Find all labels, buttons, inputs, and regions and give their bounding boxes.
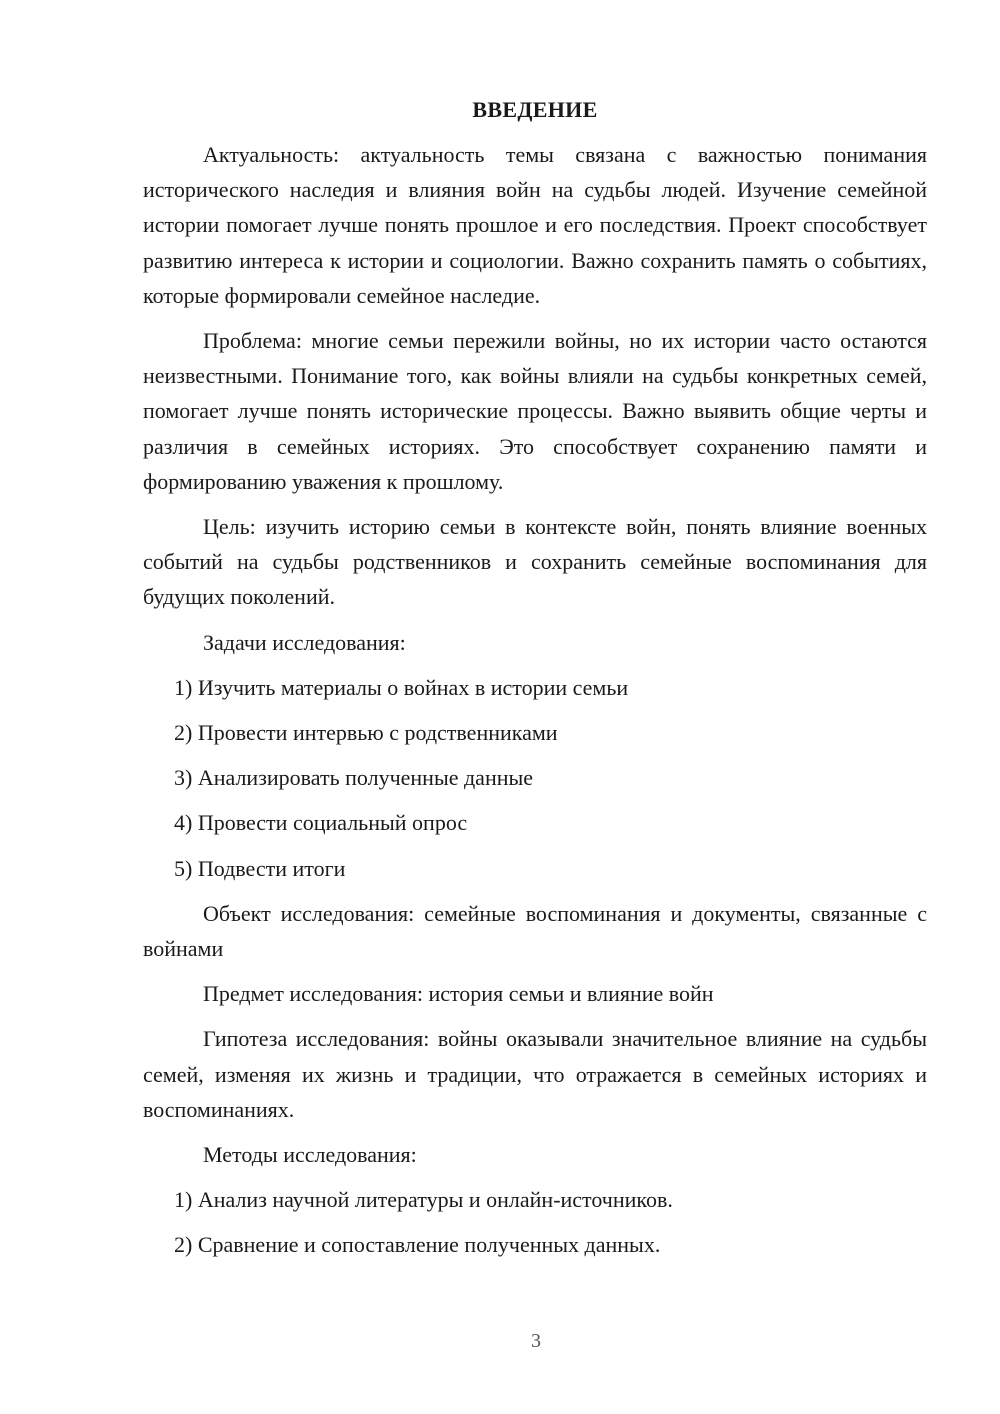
- task-item: 2) Провести интервью с родственниками: [174, 720, 558, 746]
- methods-heading: Методы исследования:: [203, 1142, 417, 1168]
- tasks-heading: Задачи исследования:: [203, 629, 406, 655]
- hypothesis-paragraph: Гипотеза исследования: войны оказывали значительное влияние на судьбы семей, изменяя их жизнь и традиции, что отражается в семейных историях и воспоминаниях.: [143, 1026, 927, 1122]
- task-item: 3) Анализировать полученные данные: [174, 765, 534, 791]
- methods-list: [143, 1182, 927, 1262]
- problem-paragraph: Проблема: многие семьи пережили войны, но их истории часто остаются неизвестными. Понимание того, как войны влияли на судьбы конкретных семей, помогает лучше понять исторические процессы. Важно выявить общие черты и различия в семейных историях. Это способствует сохранению памяти и формированию уважения к прошлому.: [143, 328, 927, 494]
- method-item: 1) Анализ научной литературы и онлайн-источников.: [174, 1187, 673, 1213]
- task-item: 5) Подвести итоги: [174, 855, 346, 881]
- goal-paragraph: Цель: изучить историю семьи в контексте войн, понять влияние военных событий на судьбы родственников и сохранить семейные воспоминания для будущих поколений.: [143, 514, 927, 610]
- object-paragraph: Объект исследования: семейные воспоминания и документы, связанные с войнами: [143, 900, 927, 962]
- subject-paragraph: Предмет исследования: история семьи и влияние войн: [203, 981, 714, 1007]
- task-item: 4) Провести социальный опрос: [174, 810, 468, 836]
- section-title: ВВЕДЕНИЕ: [472, 97, 598, 122]
- relevance-paragraph: Актуальность: актуальность темы связана с важностью понимания исторического наследия и влияния войн на судьбы людей. Изучение семейной истории помогает лучше понять прошлое и его последствия. Проект способствует развитию интереса к истории и социологии. Важно сохранить память о событиях, которые формировали семейное наследие.: [143, 142, 927, 308]
- page-body: [143, 95, 927, 1273]
- page-number: 3: [531, 1330, 541, 1352]
- tasks-list: [143, 670, 927, 886]
- method-item: 2) Сравнение и сопоставление полученных данных.: [174, 1232, 661, 1258]
- task-item: 1) Изучить материалы о войнах в истории семьи: [174, 674, 629, 700]
